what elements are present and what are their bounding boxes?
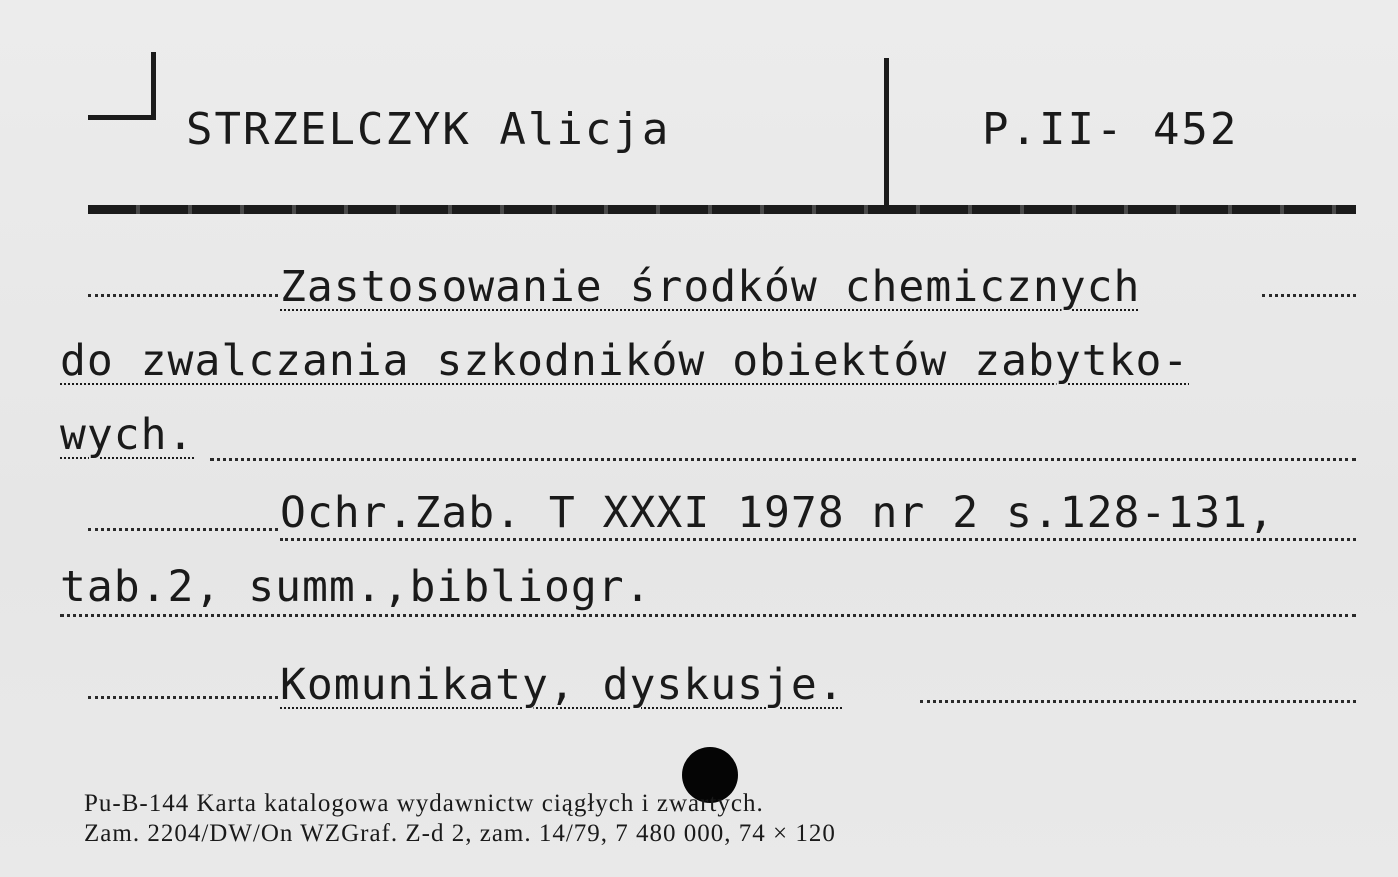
call-number: P.II- 452 — [982, 104, 1239, 155]
footer-line-2: Zam. 2204/DW/On WZGraf. Z-d 2, zam. 14/79, 7 480 000, 74 × 120 — [84, 820, 836, 847]
leader-dots — [88, 696, 278, 699]
source-line-1: Ochr.Zab. T XXXI 1978 nr 2 s.128-131, — [280, 488, 1275, 538]
corner-mark — [88, 52, 156, 120]
category-line: Komunikaty, dyskusje. — [280, 660, 845, 710]
leader-dots — [920, 700, 1356, 703]
title-line-1: Zastosowanie środków chemicznych — [280, 262, 1141, 312]
author-name: STRZELCZYK Alicja — [186, 104, 671, 155]
header-divider — [884, 58, 889, 208]
footer-line-1: Pu-B-144 Karta katalogowa wydawnictw ciągłych i zwartych. — [84, 790, 764, 817]
leader-dots — [280, 538, 1356, 541]
leader-dots — [1262, 294, 1356, 297]
leader-dots — [88, 294, 278, 297]
leader-dots — [60, 614, 1356, 617]
leader-dots — [88, 528, 278, 531]
header-rule — [88, 205, 1356, 214]
leader-dots — [210, 458, 1356, 461]
title-line-2: do zwalczania szkodników obiektów zabytko- — [60, 336, 1190, 386]
title-line-3: wych. — [60, 410, 195, 460]
source-line-2: tab.2, summ.,bibliogr. — [60, 562, 652, 612]
